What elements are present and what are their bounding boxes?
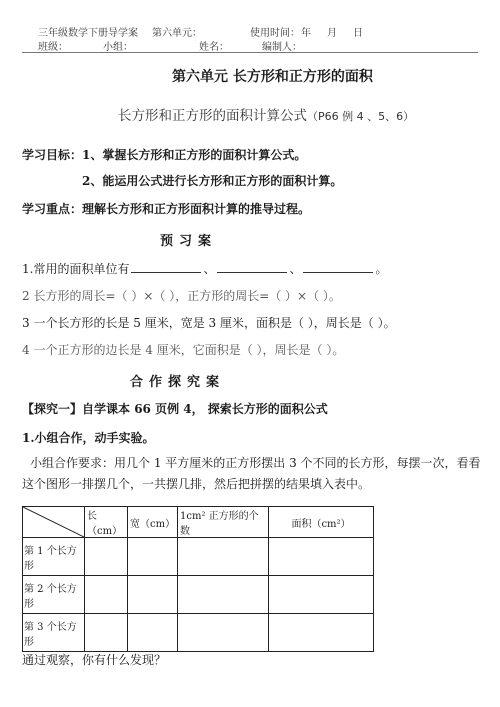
explore-step-1: 1.小组合作，动手实验。 (22, 431, 155, 445)
header-subject: 三年级数学下册导学案 (38, 28, 138, 39)
header-divider (22, 52, 478, 53)
goal-item-1: 1、掌握长方形和正方形的面积计算公式。 (82, 148, 307, 162)
lesson-title: 长方形和正方形的面积计算公式 (118, 108, 307, 124)
col-area: 面积（cm²） (269, 507, 374, 538)
preview-title: 预习案 (160, 234, 218, 249)
q1-sep-2: 、 (289, 262, 302, 276)
cell-length-2[interactable] (85, 576, 128, 614)
preview-q3: 3 一个长方形的长是 5 厘米，宽是 3 厘米，面积是（ ），周长是（ ）。 (22, 316, 396, 330)
cell-width-3[interactable] (128, 614, 178, 652)
cell-width-2[interactable] (128, 576, 178, 614)
cell-area-1[interactable] (269, 538, 374, 576)
table-row (23, 538, 374, 576)
header-name: 姓名： (199, 42, 229, 53)
explore-heading (22, 400, 328, 417)
header-author: 编制人： (262, 42, 302, 53)
q1-prefix: 1.常用的面积单位有 (22, 262, 130, 276)
table-header-row (23, 507, 374, 538)
header-year: 年 (301, 28, 311, 39)
preview-q4: 4 一个正方形的边长是 4 厘米，它面积是（ ），周长是（ ）。 (22, 343, 345, 357)
header-day: 日 (353, 28, 363, 39)
observe-question: 通过观察，你有什么发现？ (22, 653, 167, 667)
cell-count-1[interactable] (178, 538, 269, 576)
explore-title: 合作探究案 (130, 375, 226, 390)
lesson-ref: （P66 例 4 、5、6） (307, 110, 415, 123)
cell-area-3[interactable] (269, 614, 374, 652)
header-unit: 第六单元： (152, 28, 202, 39)
header-class: 班级： (38, 42, 68, 53)
row-label-2: 第 2 个长方形 (23, 576, 85, 614)
col-width: 宽（cm） (128, 507, 178, 538)
results-table (22, 506, 374, 652)
table-corner-cell (23, 507, 85, 538)
cell-count-3[interactable] (178, 614, 269, 652)
focus-line (22, 200, 310, 217)
q1-blank-2[interactable] (217, 261, 287, 273)
preview-q1 (22, 260, 388, 277)
goals-line-1 (22, 146, 306, 163)
header-use-time: 使用时间： (250, 28, 300, 39)
col-square-count: 1cm² 正方形的个数 (178, 507, 269, 538)
q1-sep-1: 、 (203, 262, 216, 276)
row-label-1: 第 1 个长方形 (23, 538, 85, 576)
col-length: 长（cm） (85, 507, 128, 538)
table-row (23, 576, 374, 614)
explore-heading-tag: 【探究一】 (22, 402, 83, 416)
focus-text: 理解长方形和正方形面积计算的推导过程。 (82, 202, 311, 216)
requirement-text: 小组合作要求：用几个 1 平方厘米的正方形摆出 3 个不同的长方形，每摆一次，看看这个图形一排摆几个，一共摆几排，然后把拼摆的结果填入表中。 (22, 456, 481, 491)
cell-count-2[interactable] (178, 576, 269, 614)
header-group: 小组： (103, 42, 133, 53)
goals-label: 学习目标： (22, 148, 83, 162)
lesson-title-line (118, 104, 414, 124)
q1-blank-1[interactable] (131, 261, 201, 273)
goal-item-2: 2、能运用公式进行长方形和正方形的面积计算。 (82, 174, 343, 188)
focus-label: 学习重点： (22, 202, 83, 216)
preview-q2: 2 长方形的周长=（ ）×（ ），正方形的周长=（ ）×（ ）。 (22, 289, 341, 303)
q1-blank-3[interactable] (303, 261, 373, 273)
cell-length-3[interactable] (85, 614, 128, 652)
table-row (23, 614, 374, 652)
unit-title: 第六单元 长方形和正方形的面积 (172, 69, 373, 85)
cell-width-1[interactable] (128, 538, 178, 576)
q1-end: 。 (375, 262, 388, 276)
cell-area-2[interactable] (269, 576, 374, 614)
cell-length-1[interactable] (85, 538, 128, 576)
explore-requirement (22, 453, 482, 495)
row-label-3: 第 3 个长方形 (23, 614, 85, 652)
corner-diagonal (23, 507, 84, 537)
explore-heading-text: 自学课本 66 页例 4， 探索长方形的面积公式 (82, 402, 328, 416)
header-month: 月 (327, 28, 337, 39)
